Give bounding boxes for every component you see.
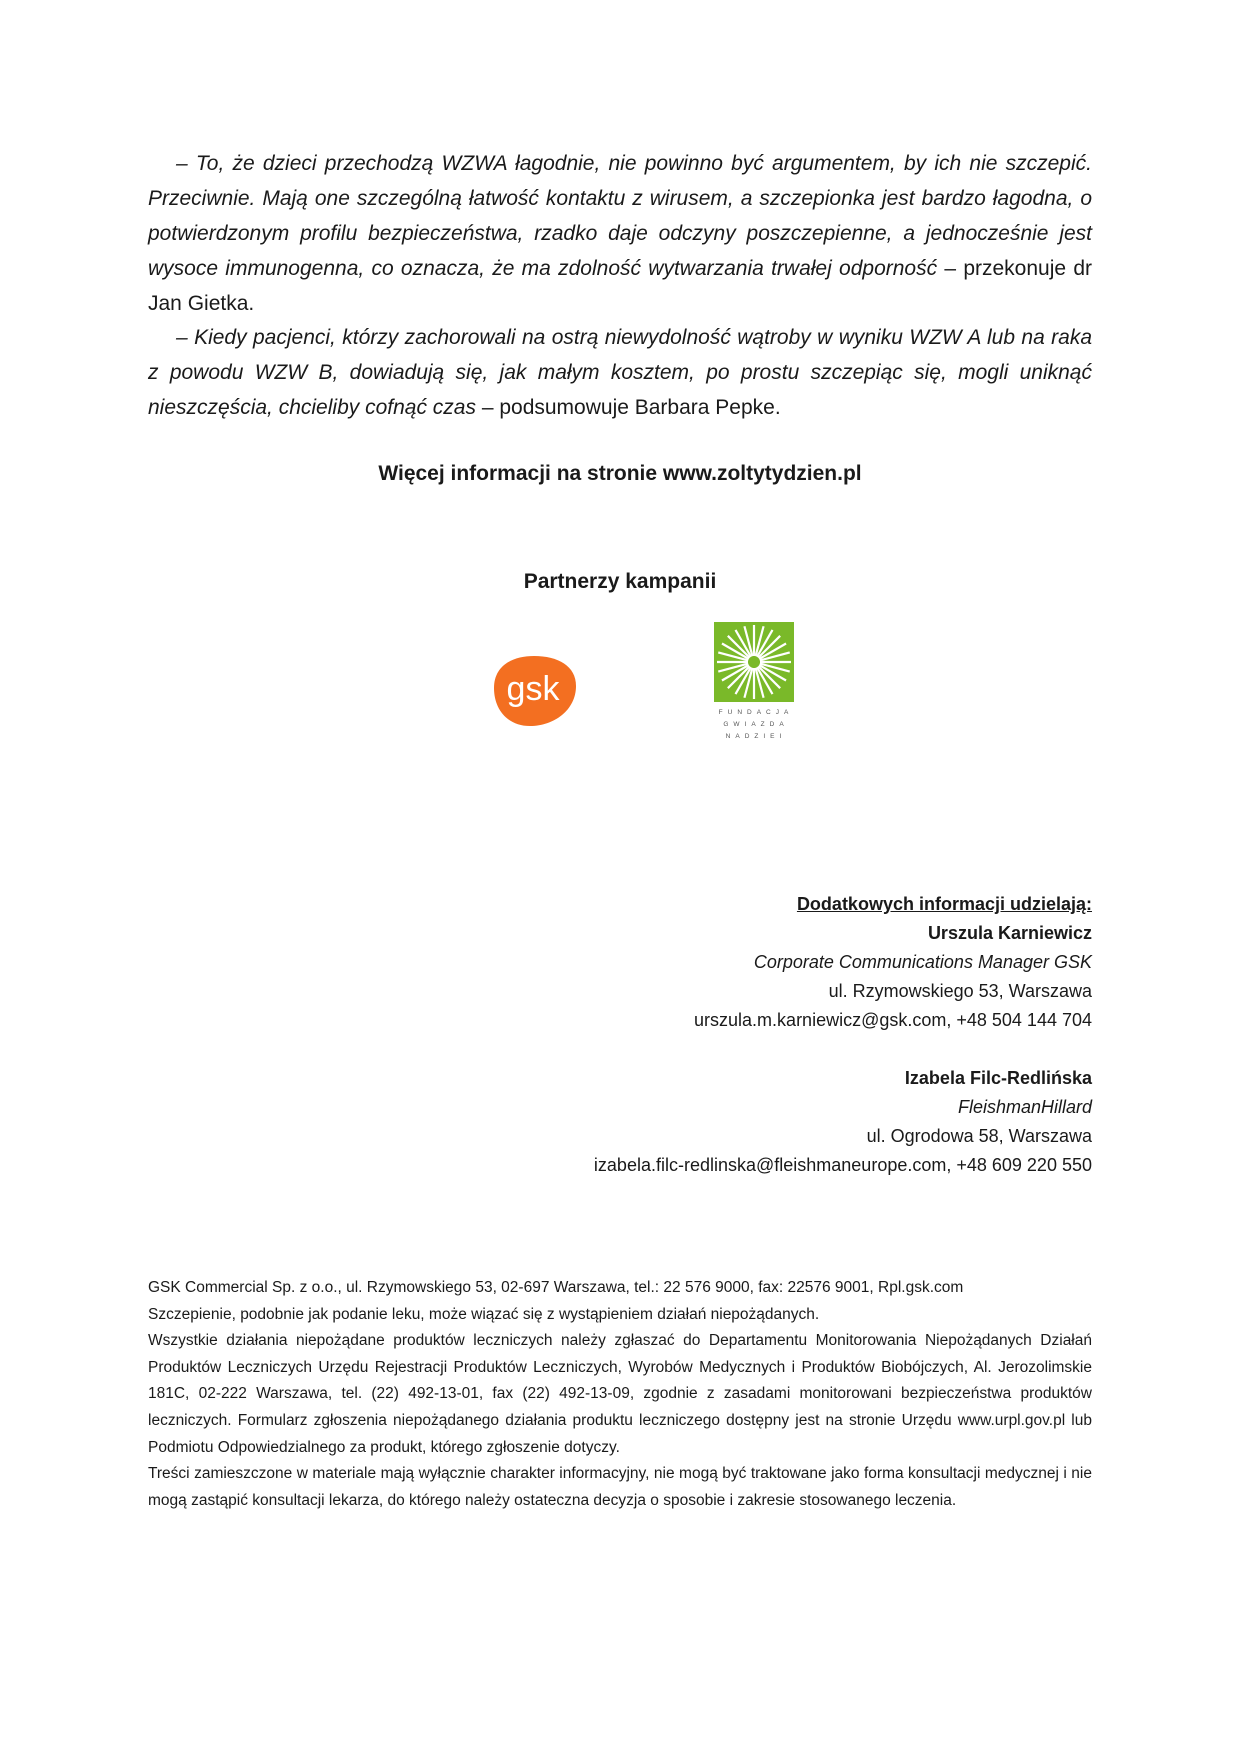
contact-role: Corporate Communications Manager GSK <box>753 952 1092 972</box>
footer-reporting-info: Wszystkie działania niepożądane produktów leczniczych należy zgłaszać do Departamentu Monitorowania Niepożądanych Działań Produktów Leczniczych Urzędu Rejestracji Produktów Leczniczych, Wyrobów Medycznych i Produktów Biobójczych, Al. Jerozolimskie 181C, 02-222 Warszawa, tel. (22) 492-13-01, fax (22) 492-13-09, zgodnie z zasadami monitorowani bezpieczeństwa produktów leczniczych. Formularz zgłoszenia niepożądanego działania produktu leczniczego dostępny jest na stronie Urzędu www.urpl.gov.pl lub Podmiotu Odpowiedzialnego za produkt, którego zgłoszenie dotyczy. <box>148 1332 1092 1456</box>
fundacja-gwiazda-nadziei-logo <box>710 622 798 744</box>
contacts-block <box>392 890 1092 1180</box>
contact-email-phone[interactable]: urszula.m.karniewicz@gsk.com, +48 504 144 704 <box>694 1010 1092 1030</box>
fundacja-logo-center <box>749 657 759 667</box>
partners-heading: Partnerzy kampanii <box>523 570 717 593</box>
gsk-logo <box>488 652 580 728</box>
quote-gietka <box>148 146 1092 321</box>
contact-address: ul. Ogrodowa 58, Warszawa <box>866 1126 1092 1146</box>
more-info-line: Więcej informacji na stronie www.zoltytydzien.pl <box>378 462 862 485</box>
contact-person <box>392 1064 1092 1180</box>
footer-side-effects-warning: Szczepienie, podobnie jak podanie leku, może wiązać się z wystąpieniem działań niepożądanych. <box>148 1305 820 1323</box>
fundacja-logo-text-line: NADZIEI <box>725 733 787 740</box>
contact-person <box>392 919 1092 1035</box>
footer-legal <box>148 1275 1092 1514</box>
footer-disclaimer: Treści zamieszczone w materiale mają wyłącznie charakter informacyjny, nie mogą być traktowane jako forma konsultacji medycznej i nie mogą zastąpić konsultacji lekarza, do którego należy ostateczna decyzja o sposobie i zakresie stosowanego leczenia. <box>148 1465 1092 1509</box>
quote-gietka-attribution: – przekonuje dr Jan Gietka. <box>148 257 1092 315</box>
fundacja-logo-text-line: GWIAZDA <box>723 721 789 728</box>
fundacja-logo-lettering <box>719 709 794 740</box>
quote-pepke-text: ‒ Kiedy pacjenci, którzy zachorowali na ostrą niewydolność wątroby w wyniku WZW A lub na raka z powodu WZW B, dowiadują się, jak małym kosztem, po prostu szczepiąc się, mogli uniknąć nieszczęścia, chcieliby cofnąć czas <box>148 326 1092 419</box>
footer-company-info: GSK Commercial Sp. z o.o., ul. Rzymowskiego 53, 02-697 Warszawa, tel.: 22 576 9000, fax: 22576 9001, Rpl.gsk.com <box>148 1279 964 1296</box>
document-page <box>148 0 1092 1754</box>
contact-address: ul. Rzymowskiego 53, Warszawa <box>828 981 1092 1001</box>
contact-role: FleishmanHillard <box>957 1097 1092 1117</box>
contacts-heading: Dodatkowych informacji udzielają: <box>796 894 1092 914</box>
contact-email-phone[interactable]: izabela.filc-redlinska@fleishmaneurope.com, +48 609 220 550 <box>593 1155 1092 1175</box>
contact-name: Izabela Filc-Redlińska <box>904 1068 1092 1088</box>
contact-name: Urszula Karniewicz <box>927 923 1092 943</box>
quote-pepke <box>148 320 1092 425</box>
gsk-logo-text: gsk <box>506 670 560 708</box>
quote-pepke-attribution: – podsumowuje Barbara Pepke. <box>475 396 781 419</box>
quote-gietka-text: ‒ To, że dzieci przechodzą WZWA łagodnie, nie powinno być argumentem, by ich nie szczepić. Przeciwnie. Mają one szczególną łatwość kontaktu z wirusem, a szczepionka jest bardzo łagodna, o potwierdzonym profilu bezpieczeństwa, rzadko daje odczyny poszczepienne, a jednocześnie jest wysoce immunogenna, co oznacza, że ma zdolność wytwarzania trwałej odporność <box>148 152 1092 280</box>
fundacja-logo-text-line: FUNDACJA <box>718 709 794 716</box>
